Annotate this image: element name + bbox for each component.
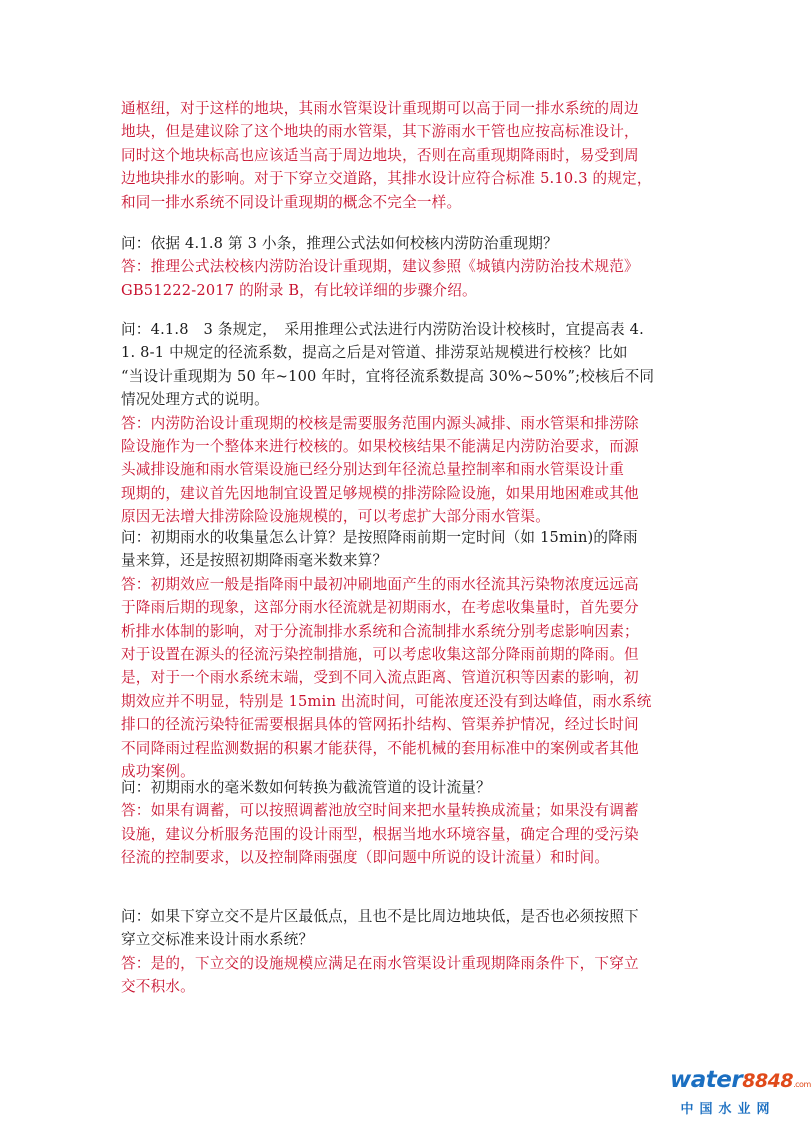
answer <box>121 799 686 869</box>
text-line: 析排水体制的影响，对于分流制排水系统和合流制排水系统分别考虑影响因素； <box>121 622 639 640</box>
text-line: 问：如果下穿立交不是片区最低点，且也不是比周边地块低，是否也必须按照下 <box>121 908 639 925</box>
text-line: 对于设置在源头的径流污染控制措施，可以考虑收集这部分降雨前期的降雨。但 <box>121 646 639 664</box>
text-line: 地块，但是建议除了这个地块的雨水管渠，其下游雨水干管也应按高标准设计， <box>121 123 639 141</box>
answer <box>121 412 686 529</box>
text-line: 原因无法增大排涝除险设施规模的，可以考虑扩大部分雨水管渠。 <box>121 508 551 526</box>
text-line: 排口的径流污染特征需要根据具体的管网拓扑结构、管渠养护情况，经过长时间 <box>121 716 639 734</box>
text-line: 现期的，建议首先因地制宜设置足够规模的排涝除险设施，如果用地困难或其他 <box>121 484 639 502</box>
text-line: 不同降雨过程监测数据的积累才能获得，不能机械的套用标准中的案例或者其他 <box>121 739 639 757</box>
text-line: GB51222-2017 的附录 B，有比较详细的步骤介绍。 <box>121 281 477 299</box>
text-line: 情况处理方式的说明。 <box>121 391 269 409</box>
question <box>121 776 686 799</box>
text-line: 问：初期雨水的收集量怎么计算？是按照降雨前期一定时间（如 15min)的降雨 <box>121 529 638 546</box>
site-logo <box>670 1067 811 1117</box>
text-line: 是，对于一个雨水系统末端，受到不同入流点距离、管道沉积等因素的影响，初 <box>121 669 639 687</box>
qa-item-4 <box>121 776 686 870</box>
answer <box>121 255 686 302</box>
text-line: “当设计重现期为 50 年~100 年时，宜将径流系数提高 30%~50%”;校核后不同 <box>121 367 655 385</box>
text-line: 险设施作为一个整体来进行校核的。如果校核结果不能满足内涝防治要求，而源 <box>121 438 639 456</box>
text-line: 答：如果有调蓄，可以按照调蓄池放空时间来把水量转换成流量；如果没有调蓄 <box>121 802 639 820</box>
text-line: 1. 8-1 中规定的径流系数，提高之后是对管道、排涝泵站规模进行校核？比如 <box>121 344 628 362</box>
logo-word: water <box>670 1067 743 1093</box>
logo-wordmark <box>670 1067 811 1097</box>
text-line: 期效应并不明显，特别是 15min 出流时间，可能浓度还没有到达峰值，雨水系统 <box>121 692 652 710</box>
logo-subtitle: 中国水业网 <box>680 1102 776 1117</box>
text-line: 量来算，还是按照初期降雨毫米数来算？ <box>121 552 388 570</box>
text-line: 边地块排水的影响。对于下穿立交道路，其排水设计应符合标准 5.10.3 的规定， <box>121 170 652 188</box>
text-line: 穿立交标准来设计雨水系统？ <box>121 931 314 949</box>
question <box>121 318 686 412</box>
text-line: 答：推理公式法校核内涝防治设计重现期，建议参照《城镇内涝防治技术规范》 <box>121 258 639 276</box>
text-line: 问：初期雨水的毫米数如何转换为截流管道的设计流量？ <box>121 779 491 796</box>
qa-item-2 <box>121 318 686 529</box>
text-line: 答：是的，下立交的设施规模应满足在雨水管渠设计重现期降雨条件下，下穿立 <box>121 954 639 972</box>
text-line: 通枢纽，对于这样的地块，其雨水管渠设计重现期可以高于同一排水系统的周边 <box>121 100 639 117</box>
answer <box>121 573 686 784</box>
logo-number: 8848 <box>742 1070 794 1092</box>
answer <box>121 952 686 999</box>
qa-item-1 <box>121 232 686 302</box>
text-line: 答：内涝防治设计重现期的校核是需要服务范围内源头减排、雨水管渠和排涝除 <box>121 414 639 432</box>
text-line: 头减排设施和雨水管渠设施已经分别达到年径流总量控制率和雨水管渠设计重 <box>121 461 624 479</box>
text-line: 问：依据 4.1.8 第 3 小条，推理公式法如何校核内涝防治重现期？ <box>121 235 558 252</box>
text-line: 答：初期效应一般是指降雨中最初冲刷地面产生的雨水径流其污染物浓度远远高 <box>121 575 639 593</box>
question <box>121 232 686 255</box>
text-line: 同时这个地块标高也应该适当高于周边地块，否则在高重现期降雨时，易受到周 <box>121 146 639 164</box>
qa-item-3 <box>121 526 686 783</box>
text-line: 和同一排水系统不同设计重现期的概念不完全一样。 <box>121 193 462 211</box>
qa-item-5 <box>121 905 686 999</box>
text-line: 设施，建议分析服务范围的设计雨型，根据当地水环境容量，确定合理的受污染 <box>121 825 639 843</box>
question <box>121 526 686 573</box>
intro-paragraph <box>121 97 686 214</box>
logo-suffix: .com <box>793 1080 811 1089</box>
text-line: 成功案例。 <box>121 763 195 781</box>
question <box>121 905 686 952</box>
text-line: 问：4.1.8 3 条规定， 采用推理公式法进行内涝防治设计校核时，宜提高表 4. <box>121 321 644 338</box>
text-line: 交不积水。 <box>121 978 195 996</box>
text-line: 于降雨后期的现象，这部分雨水径流就是初期雨水，在考虑收集量时，首先要分 <box>121 599 639 617</box>
text-line: 径流的控制要求，以及控制降雨强度（即问题中所说的设计流量）和时间。 <box>121 849 610 867</box>
